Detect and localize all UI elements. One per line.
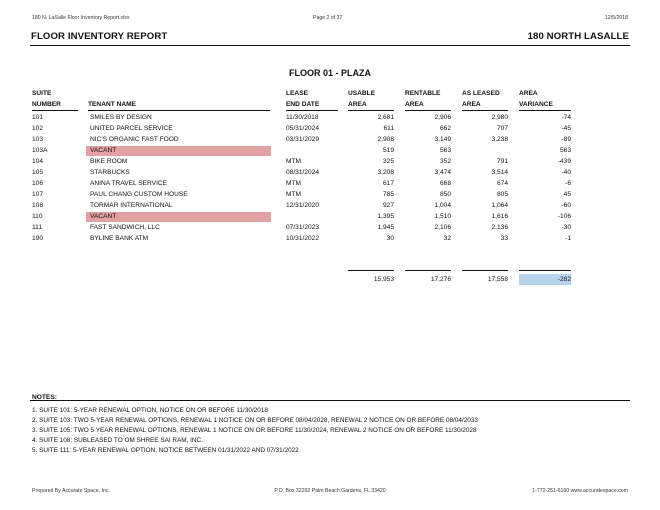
tenant-name-cell: BYLINE BANK ATM bbox=[90, 235, 149, 242]
suite-number-cell: 111 bbox=[32, 224, 43, 231]
as-leased-area-cell: 1,616 bbox=[491, 213, 508, 220]
footer-address: P.O. Box 32262 Palm Beach Gardens, FL 33420 bbox=[274, 488, 386, 494]
area-variance-cell: -6 bbox=[565, 180, 571, 187]
tenant-name-cell: FAST SANDWICH, LLC bbox=[90, 224, 160, 231]
area-variance-cell: -439 bbox=[557, 158, 571, 165]
usable-area-cell: 2,908 bbox=[377, 136, 394, 143]
as-leased-area-cell: 2,136 bbox=[491, 224, 508, 231]
note-item: 1. SUITE 101: 5-YEAR RENEWAL OPTION, NOTICE ON OR BEFORE 11/30/2018 bbox=[32, 407, 268, 414]
col-usable-top: USABLE bbox=[348, 90, 376, 97]
lease-end-cell: MTM bbox=[286, 191, 302, 198]
building-name: 180 NORTH LASALLE bbox=[527, 31, 629, 42]
footer-prepared-by: Prepared By Accurate Space, Inc. bbox=[32, 488, 110, 494]
usable-area-cell: 785 bbox=[382, 191, 394, 198]
usable-area-cell: 3,208 bbox=[377, 169, 394, 176]
table-row bbox=[0, 189, 660, 200]
usable-area-cell: 325 bbox=[382, 158, 394, 165]
note-item: 4. SUITE 108: SUBLEASED TO OM SHREE SAI RAM, INC. bbox=[32, 437, 203, 444]
as-leased-area-cell: 674 bbox=[496, 180, 508, 187]
rentable-area-cell: 352 bbox=[439, 158, 451, 165]
rentable-area-cell: 668 bbox=[439, 180, 451, 187]
col-as-leased-top: AS LEASED bbox=[462, 90, 500, 97]
tenant-name-cell: NIC'S ORGANIC FAST FOOD bbox=[90, 136, 179, 143]
lease-end-cell: 07/31/2023 bbox=[286, 224, 320, 231]
suite-number-cell: 103A bbox=[32, 147, 48, 154]
col-suite-top: SUITE bbox=[32, 90, 52, 97]
rentable-area-cell: 1,510 bbox=[434, 213, 451, 220]
suite-number-cell: 101 bbox=[32, 114, 44, 121]
suite-number-cell: 106 bbox=[32, 180, 44, 187]
report-title: FLOOR INVENTORY REPORT bbox=[31, 31, 168, 42]
notes-rule bbox=[30, 400, 630, 401]
lease-end-cell: 11/30/2018 bbox=[286, 114, 319, 121]
table-row bbox=[0, 112, 660, 123]
as-leased-total: 17,558 bbox=[487, 276, 508, 283]
lease-end-cell: 12/31/2020 bbox=[286, 202, 320, 209]
usable-area-cell: 2,681 bbox=[377, 114, 394, 121]
as-leased-total-rule bbox=[462, 270, 508, 271]
as-leased-area-cell: 3,514 bbox=[491, 169, 508, 176]
rentable-area-cell: 662 bbox=[439, 125, 451, 132]
tenant-name-cell: BIKE ROOM bbox=[90, 158, 128, 165]
col-as-leased-bottom: AREA bbox=[462, 99, 508, 111]
usable-total-rule bbox=[348, 270, 394, 271]
table-row bbox=[0, 222, 660, 233]
lease-end-cell: 05/31/2024 bbox=[286, 125, 320, 132]
as-leased-area-cell: 791 bbox=[496, 158, 508, 165]
col-lease-top: LEASE bbox=[286, 90, 308, 97]
floor-title: FLOOR 01 - PLAZA bbox=[288, 68, 371, 78]
tenant-name-cell: STARBUCKS bbox=[90, 169, 130, 176]
table-row bbox=[0, 145, 660, 156]
tenant-name-cell: VACANT bbox=[90, 213, 117, 220]
notes-title: NOTES: bbox=[32, 394, 57, 401]
usable-total: 15,953 bbox=[373, 276, 394, 283]
lease-end-cell: 03/31/2029 bbox=[286, 136, 320, 143]
usable-area-cell: 519 bbox=[382, 147, 394, 154]
area-variance-cell: -30 bbox=[561, 224, 571, 231]
note-item: 5. SUITE 111: 5-YEAR RENEWAL OPTION, NOTICE BETWEEN 01/31/2022 AND 07/31/2022 bbox=[32, 447, 299, 454]
usable-area-cell: 617 bbox=[382, 180, 394, 187]
report-date-label: 12/5/2018 bbox=[604, 15, 628, 21]
tenant-name-cell: TORMAR INTERNATIONAL bbox=[90, 202, 173, 209]
area-variance-cell: 563 bbox=[559, 147, 571, 154]
rentable-area-cell: 3,474 bbox=[434, 169, 451, 176]
suite-number-cell: 104 bbox=[32, 158, 44, 165]
as-leased-area-cell: 3,238 bbox=[491, 136, 508, 143]
table-row bbox=[0, 233, 660, 244]
tenant-name-cell: ANINA TRAVEL SERVICE bbox=[90, 180, 168, 187]
lease-end-cell: 08/31/2024 bbox=[286, 169, 320, 176]
page-number-label: Page 2 of 37 bbox=[313, 15, 343, 21]
variance-total: -282 bbox=[519, 274, 571, 285]
rentable-area-cell: 2,106 bbox=[434, 224, 451, 231]
table-row bbox=[0, 178, 660, 189]
rentable-area-cell: 1,004 bbox=[434, 202, 451, 209]
area-variance-cell: -1 bbox=[565, 235, 571, 242]
col-rentable-bottom: AREA bbox=[405, 99, 451, 111]
area-variance-cell: -106 bbox=[557, 213, 571, 220]
rentable-area-cell: 3,149 bbox=[434, 136, 451, 143]
usable-area-cell: 1,945 bbox=[377, 224, 394, 231]
col-rentable-top: RENTABLE bbox=[405, 90, 441, 97]
area-variance-cell: -74 bbox=[561, 114, 571, 121]
file-name-label: 180 N. LaSalle Floor Inventory Report.xlsx bbox=[32, 15, 130, 21]
rentable-area-cell: 32 bbox=[443, 235, 451, 242]
col-usable-bottom: AREA bbox=[348, 99, 394, 111]
table-row bbox=[0, 123, 660, 134]
table-row bbox=[0, 156, 660, 167]
rentable-total: 17,276 bbox=[430, 276, 451, 283]
header-rule bbox=[30, 45, 630, 46]
table-row bbox=[0, 200, 660, 211]
tenant-name-cell: UNITED PARCEL SERVICE bbox=[90, 125, 173, 132]
suite-number-cell: 107 bbox=[32, 191, 44, 198]
tenant-name-cell: SMILES BY DESIGN bbox=[90, 114, 152, 121]
usable-area-cell: 30 bbox=[386, 235, 394, 242]
usable-area-cell: 927 bbox=[382, 202, 394, 209]
table-row bbox=[0, 167, 660, 178]
col-variance-bottom: VARIANCE bbox=[519, 99, 571, 111]
as-leased-area-cell: 2,980 bbox=[491, 114, 508, 121]
as-leased-area-cell: 1,064 bbox=[491, 202, 508, 209]
suite-number-cell: 103 bbox=[32, 136, 44, 143]
area-variance-cell: -40 bbox=[561, 169, 571, 176]
rentable-total-rule bbox=[405, 270, 451, 271]
rentable-area-cell: 2,906 bbox=[434, 114, 451, 121]
variance-total-rule bbox=[519, 270, 571, 271]
usable-area-cell: 611 bbox=[383, 125, 394, 132]
as-leased-area-cell: 33 bbox=[500, 235, 508, 242]
suite-number-cell: 102 bbox=[32, 125, 44, 132]
suite-number-cell: 105 bbox=[32, 169, 44, 176]
lease-end-cell: MTM bbox=[286, 158, 302, 165]
col-tenant: TENANT NAME bbox=[88, 99, 270, 111]
lease-end-cell: MTM bbox=[286, 180, 302, 187]
suite-number-cell: 190 bbox=[32, 235, 44, 242]
table-row bbox=[0, 211, 660, 222]
col-variance-top: AREA bbox=[519, 90, 538, 97]
rentable-area-cell: 563 bbox=[439, 147, 451, 154]
col-suite-bottom: NUMBER bbox=[32, 99, 78, 111]
note-item: 2. SUITE 103: TWO 5-YEAR RENEWAL OPTIONS, RENEWAL 1 NOTICE ON OR BEFORE 08/04/2028, RENEWAL 2 NOTICE ON OR BEFORE 08/04/2033 bbox=[32, 417, 478, 424]
area-variance-cell: -89 bbox=[561, 136, 571, 143]
tenant-name-cell: PAUL CHANG CUSTOM HOUSE bbox=[90, 191, 188, 198]
rentable-area-cell: 850 bbox=[439, 191, 451, 198]
col-lease-bottom: END DATE bbox=[286, 99, 338, 111]
usable-area-cell: 1,395 bbox=[377, 213, 394, 220]
area-variance-cell: 45 bbox=[563, 191, 571, 198]
as-leased-area-cell: 707 bbox=[496, 125, 508, 132]
area-variance-cell: -60 bbox=[561, 202, 571, 209]
suite-number-cell: 108 bbox=[32, 202, 44, 209]
note-item: 3. SUITE 105: TWO 5 YEAR RENEWAL OPTIONS, RENEWAL 1 NOTICE ON OR BEFORE 11/30/2024, RENEWAL 2 NOTICE ON OR BEFORE 11/30/2028 bbox=[32, 427, 477, 434]
table-row bbox=[0, 134, 660, 145]
lease-end-cell: 10/31/2022 bbox=[286, 235, 320, 242]
tenant-name-cell: VACANT bbox=[90, 147, 117, 154]
as-leased-area-cell: 805 bbox=[496, 191, 508, 198]
suite-number-cell: 110 bbox=[32, 213, 43, 220]
area-variance-cell: -45 bbox=[561, 125, 571, 132]
footer-contact: 1-772-251-6160 www.accuratespace.com bbox=[532, 488, 628, 494]
